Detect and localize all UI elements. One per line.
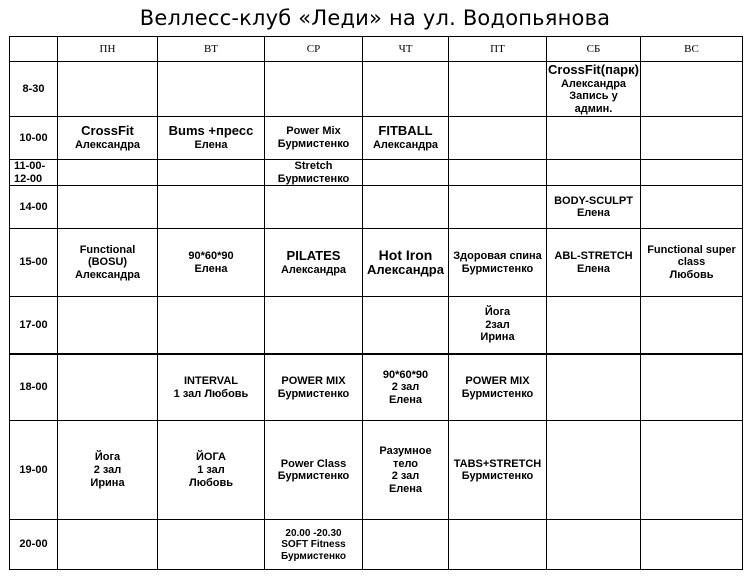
class-detail: Бурмистенко: [277, 470, 350, 483]
class-cell-tue: [158, 354, 265, 421]
class-cell-mon: [58, 421, 158, 520]
class-cell-fri: [449, 62, 547, 117]
class-name: 20.00 -20.30: [285, 527, 342, 539]
class-cell-fri: [449, 520, 547, 570]
class-cell-mon: [58, 160, 158, 186]
time-cell: 8-30: [10, 62, 58, 117]
class-cell-mon: [58, 297, 158, 354]
class-cell-fri: [449, 229, 547, 297]
class-name: Functional: [79, 243, 136, 256]
class-name: Йога: [94, 451, 121, 464]
class-cell-sun: [641, 421, 743, 520]
class-cell-wed: [265, 62, 363, 117]
class-cell-sat: [547, 160, 641, 186]
class-cell-sat: [547, 520, 641, 570]
class-cell-tue: [158, 160, 265, 186]
schedule-row: [10, 186, 743, 229]
class-cell-sun: [641, 229, 743, 297]
class-detail: Александра: [560, 77, 627, 90]
class-cell-sun: [641, 186, 743, 229]
class-detail: Александра: [372, 139, 439, 152]
class-cell-mon: [58, 117, 158, 160]
class-name: ЙОГА: [196, 451, 226, 464]
class-detail: Бурмистенко: [277, 172, 350, 185]
class-detail: админ.: [574, 102, 613, 115]
class-name: Stretch: [294, 160, 333, 172]
class-name: CrossFit: [81, 123, 134, 139]
class-name: POWER MIX: [281, 374, 346, 387]
class-name: FITBALL: [378, 123, 433, 139]
class-cell-mon: [58, 62, 158, 117]
class-cell-thu: [363, 421, 449, 520]
time-cell: 17-00: [10, 297, 58, 354]
class-name: Bums +пресс: [168, 123, 254, 139]
class-cell-mon: [58, 186, 158, 229]
class-cell-thu: [363, 186, 449, 229]
time-cell: 19-00: [10, 421, 58, 520]
class-cell-wed: [265, 186, 363, 229]
class-cell-thu: [363, 62, 449, 117]
class-detail: 1 зал: [197, 463, 225, 476]
class-detail: Бурмистенко: [277, 387, 350, 400]
day-header-thu: ЧТ: [363, 37, 449, 62]
class-name: Йога: [484, 306, 511, 319]
time-cell: 18-00: [10, 354, 58, 421]
class-name: Здоровая спина: [453, 250, 542, 263]
schedule-row: [10, 229, 743, 297]
class-detail: class: [677, 256, 706, 269]
class-name: 90*60*90: [382, 368, 429, 381]
class-cell-fri: [449, 160, 547, 186]
class-cell-mon: [58, 229, 158, 297]
class-cell-tue: [158, 421, 265, 520]
class-cell-sun: [641, 160, 743, 186]
class-detail: Елена: [194, 139, 228, 152]
day-header-wed: СР: [265, 37, 363, 62]
page-title: Веллесс-клуб «Леди» на ул. Водопьянова: [139, 6, 611, 30]
schedule-row: [10, 117, 743, 160]
class-detail: SOFT Fitness: [281, 539, 346, 551]
class-name: Разумное: [379, 445, 432, 457]
class-cell-fri: [449, 354, 547, 421]
class-cell-thu: [363, 229, 449, 297]
class-name: CrossFit(парк): [548, 61, 639, 77]
class-cell-sat: [547, 186, 641, 229]
schedule-row: [10, 160, 743, 186]
time-cell: 20-00: [10, 520, 58, 570]
class-cell-wed: [265, 421, 363, 520]
class-cell-wed: [265, 297, 363, 354]
class-cell-sat: [547, 421, 641, 520]
class-detail: Александра: [74, 139, 141, 152]
schedule-table: [9, 36, 743, 570]
corner-cell: [10, 37, 58, 62]
class-detail: Ирина: [480, 331, 515, 344]
class-detail: Ирина: [90, 476, 125, 489]
class-cell-wed: [265, 229, 363, 297]
class-detail: Любовь: [188, 476, 233, 489]
class-detail: 2 зал: [391, 470, 420, 483]
class-cell-sun: [641, 297, 743, 354]
class-name: INTERVAL: [184, 374, 238, 387]
class-detail: Любовь: [669, 269, 714, 282]
class-detail: Елена: [194, 262, 228, 275]
schedule-row: [10, 62, 743, 117]
class-detail: Александра: [367, 262, 444, 278]
class-cell-sat: [547, 229, 641, 297]
class-detail: Елена: [388, 482, 423, 495]
class-name: Power Mix: [286, 125, 341, 138]
class-detail: 2 зал: [391, 381, 420, 394]
class-detail: Елена: [576, 207, 611, 220]
class-cell-fri: [449, 297, 547, 354]
schedule-row: [10, 520, 743, 570]
class-detail: (BOSU): [87, 256, 128, 269]
class-cell-thu: [363, 297, 449, 354]
time-cell: 15-00: [10, 229, 58, 297]
class-cell-wed: [265, 160, 363, 186]
header-row: [10, 37, 743, 62]
class-cell-sat: [547, 62, 641, 117]
class-cell-sat: [547, 354, 641, 421]
class-cell-tue: [158, 229, 265, 297]
class-name: Functional super: [647, 243, 736, 256]
class-name: BODY-SCULPT: [554, 194, 633, 207]
class-detail: Елена: [576, 262, 611, 275]
class-detail: Александра: [74, 269, 141, 282]
schedule-row: [10, 354, 743, 421]
class-detail: Бурмистенко: [461, 262, 534, 275]
class-detail: 2 зал: [93, 463, 122, 476]
class-cell-wed: [265, 117, 363, 160]
class-cell-mon: [58, 520, 158, 570]
class-cell-sun: [641, 520, 743, 570]
day-header-mon: ПН: [58, 37, 158, 62]
class-detail: Бурмистенко: [277, 138, 350, 150]
class-cell-fri: [449, 186, 547, 229]
class-detail: Бурмистенко: [461, 387, 534, 400]
class-cell-sat: [547, 297, 641, 354]
day-header-sat: СБ: [547, 37, 641, 62]
class-name: Power Class: [280, 457, 347, 470]
class-name: TABS+STRETCH: [453, 457, 542, 470]
class-name: Hot Iron: [378, 247, 433, 264]
class-cell-thu: [363, 160, 449, 186]
class-cell-thu: [363, 117, 449, 160]
class-detail: Бурмистенко: [461, 470, 534, 483]
class-detail: 1 зал Любовь: [173, 387, 249, 400]
time-cell: 11-00-12-00: [10, 160, 58, 186]
class-cell-sat: [547, 117, 641, 160]
class-cell-fri: [449, 117, 547, 160]
class-detail: Запись у: [569, 90, 618, 103]
day-header-fri: ПТ: [449, 37, 547, 62]
class-cell-wed: [265, 354, 363, 421]
class-detail: тело: [392, 457, 419, 470]
class-detail: 2зал: [485, 318, 510, 331]
class-cell-tue: [158, 186, 265, 229]
class-cell-thu: [363, 520, 449, 570]
class-cell-mon: [58, 354, 158, 421]
class-cell-sun: [641, 62, 743, 117]
class-cell-thu: [363, 354, 449, 421]
class-cell-tue: [158, 520, 265, 570]
class-detail: Александра: [280, 263, 347, 276]
class-cell-sun: [641, 354, 743, 421]
class-name: ABL-STRETCH: [554, 250, 633, 263]
class-name: 90*60*90: [188, 250, 234, 263]
class-detail: Елена: [388, 393, 423, 406]
class-cell-tue: [158, 117, 265, 160]
schedule-row: [10, 421, 743, 520]
class-name: POWER MIX: [465, 374, 530, 387]
class-detail: Бурмистенко: [280, 550, 347, 562]
schedule-row: [10, 297, 743, 354]
class-cell-tue: [158, 297, 265, 354]
day-header-sun: ВС: [641, 37, 743, 62]
class-cell-wed: [265, 520, 363, 570]
time-cell: 10-00: [10, 117, 58, 160]
class-cell-sun: [641, 117, 743, 160]
time-cell: 14-00: [10, 186, 58, 229]
class-cell-fri: [449, 421, 547, 520]
day-header-tue: ВТ: [158, 37, 265, 62]
class-name: PILATES: [286, 247, 341, 263]
class-cell-tue: [158, 62, 265, 117]
